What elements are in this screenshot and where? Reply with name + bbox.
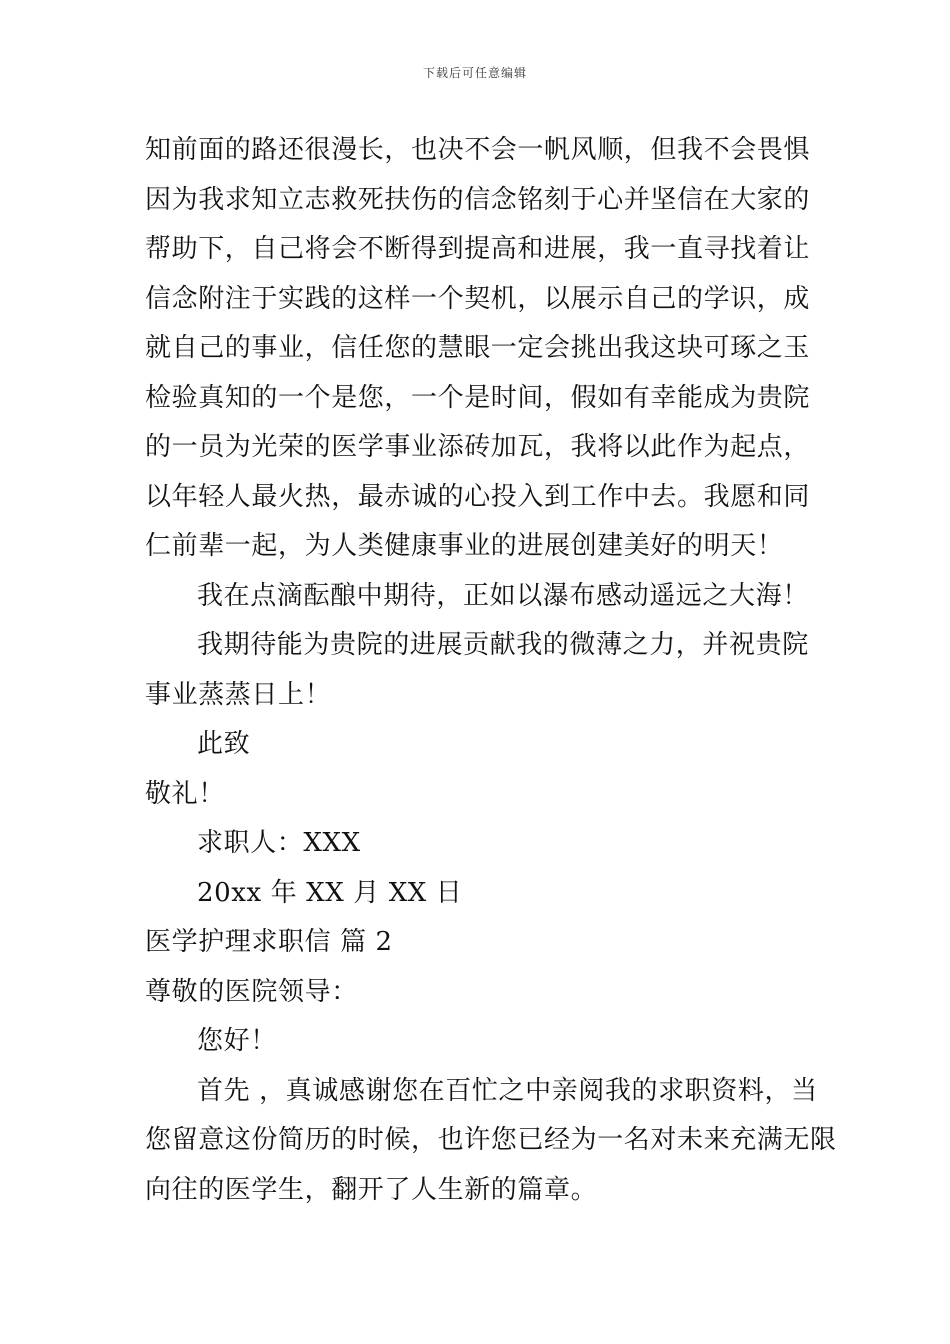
text-line: 以年轻人最火热，最赤诚的心投入到工作中去。我愿和同 <box>145 481 811 512</box>
letter-date: 20xx 年 XX 月 XX 日 <box>197 877 463 908</box>
text-line: 因为我求知立志救死扶伤的信念铭刻于心并坚信在大家的 <box>145 184 811 215</box>
text-line: 的一员为光荣的医学事业添砖加瓦，我将以此作为起点， <box>145 432 811 462</box>
text-line: 信念附注于实践的这样一个契机，以展示自己的学识，成 <box>145 283 811 314</box>
text-line: 就自己的事业，信任您的慧眼一定会挑出我这块可琢之玉 <box>145 333 811 363</box>
text-line: 我期待能为贵院的进展贡献我的微薄之力，并祝贵院 <box>197 630 809 660</box>
text-line: 我在点滴酝酿中期待，正如以瀑布感动遥远之大海！ <box>197 580 809 611</box>
closing-regards: 敬礼！ <box>145 778 225 809</box>
closing-salutation: 此致 <box>197 729 251 759</box>
applicant-signature: 求职人：XXX <box>197 828 361 858</box>
text-line: 检验真知的一个是您，一个是时间，假如有幸能成为贵院 <box>145 382 811 413</box>
text-line: 知前面的路还很漫长，也决不会一帆风顺，但我不会畏惧 <box>145 135 811 165</box>
text-line: 向往的医学生，翻开了人生新的篇章。 <box>145 1174 598 1205</box>
section-title: 医学护理求职信 篇 2 <box>145 927 393 957</box>
text-line: 帮助下，自己将会不断得到提高和进展，我一直寻找着让 <box>145 234 811 264</box>
page-header-note: 下载后可任意编辑 <box>422 66 527 80</box>
text-line: 首先 ，真诚感谢您在百忙之中亲阅我的求职资料，当 <box>197 1075 818 1106</box>
text-line: 您留意这份简历的时候，也许您已经为一名对未来充满无限 <box>145 1125 837 1155</box>
letter-greeting: 尊敬的医院领导： <box>145 976 358 1007</box>
text-line: 事业蒸蒸日上！ <box>145 679 332 710</box>
text-line: 仁前辈一起，为人类健康事业的进展创建美好的明天！ <box>145 531 784 561</box>
letter-hello: 您好！ <box>197 1026 277 1056</box>
document-body <box>145 126 837 1215</box>
